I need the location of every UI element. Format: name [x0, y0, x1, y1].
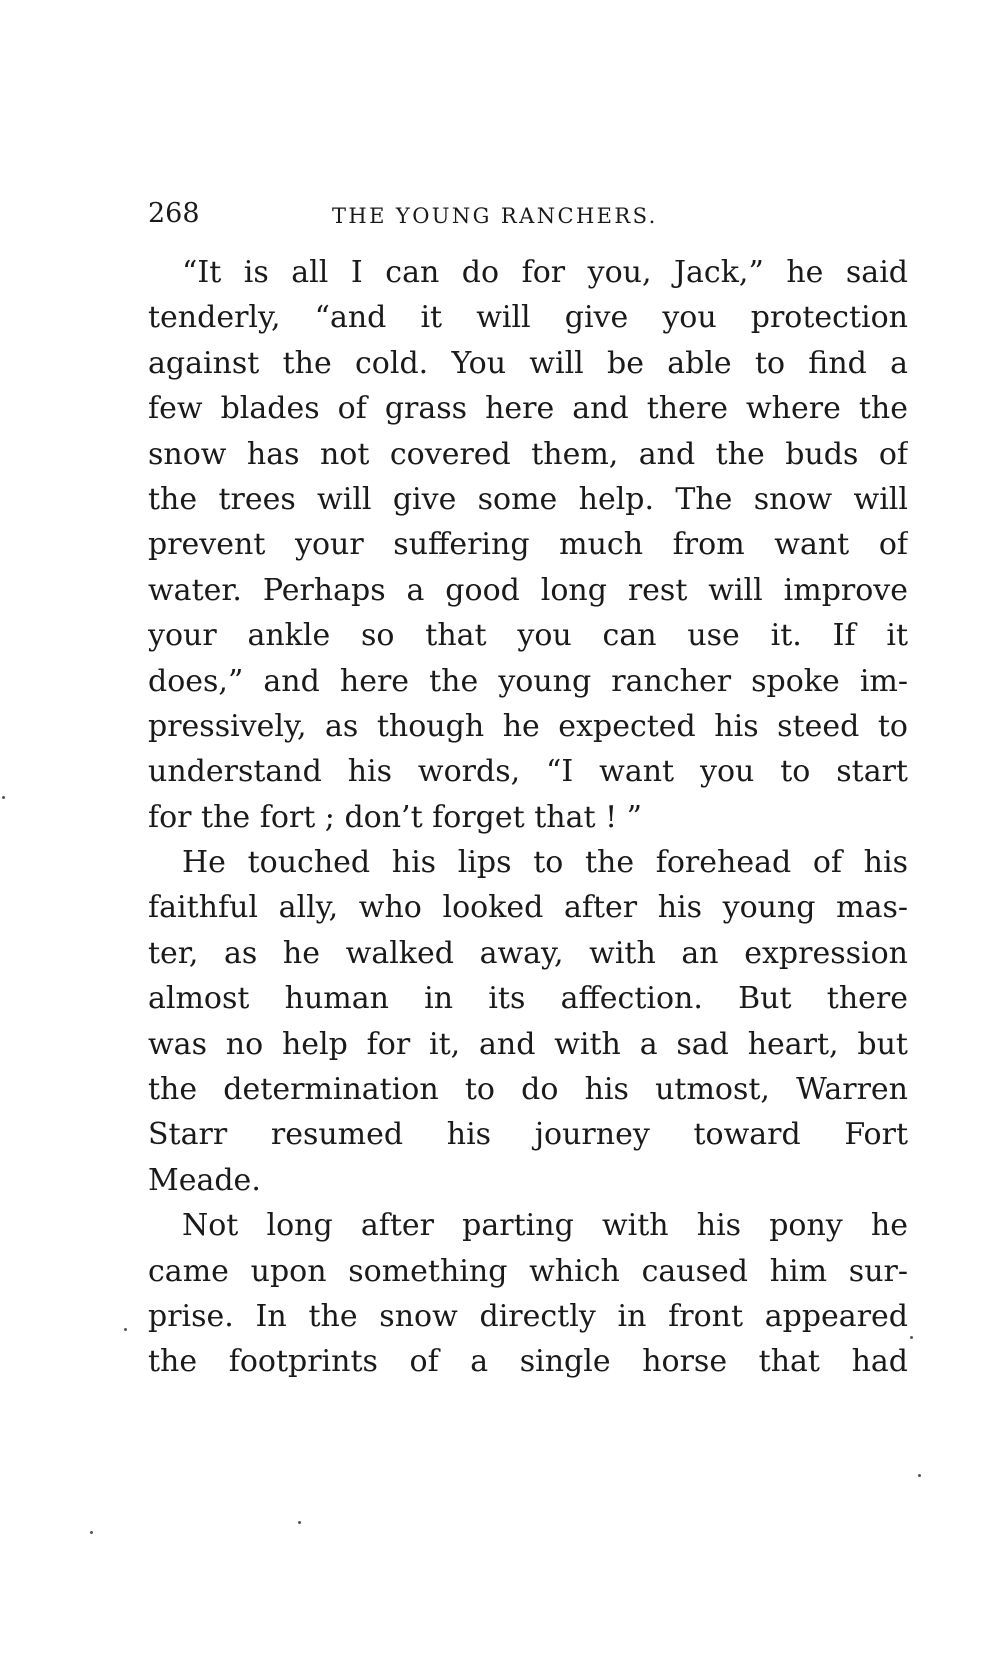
- text-line: pressively, as though he expected his steed to: [148, 708, 908, 744]
- text-line: “It is all I can do for you, Jack,” he said: [182, 255, 908, 290]
- paragraph-1: [148, 250, 908, 840]
- text-line: faithful ally, who looked after his young mas-: [148, 890, 908, 926]
- scan-speck: [124, 1328, 127, 1331]
- text-line: came upon something which caused him sur-: [148, 1253, 908, 1289]
- paragraph-2: [148, 840, 908, 1203]
- text-line: prevent your suffering much from want of: [148, 527, 908, 563]
- scan-speck: [90, 1531, 93, 1534]
- text-line: He touched his lips to the forehead of his: [182, 845, 908, 881]
- text-line: tenderly, “and it will give you protection: [148, 300, 908, 336]
- page-number: 268: [148, 198, 200, 229]
- text-line: Not long after parting with his pony he: [182, 1208, 908, 1244]
- paragraph-3: [148, 1203, 908, 1385]
- text-line: Meade.: [148, 1162, 261, 1198]
- body-text: [148, 250, 908, 1385]
- text-line: water. Perhaps a good long rest will improve: [148, 572, 908, 608]
- scan-speck: [918, 1474, 921, 1477]
- text-line: Starr resumed his journey toward Fort: [148, 1117, 908, 1153]
- text-line: the determination to do his utmost, Warren: [148, 1072, 908, 1108]
- scan-speck: [910, 1336, 913, 1339]
- text-line: against the cold. You will be able to find a: [148, 345, 908, 381]
- text-line: almost human in its affection. But there: [148, 981, 908, 1017]
- text-line: was no help for it, and with a sad heart, but: [148, 1026, 908, 1062]
- scan-speck: [298, 1521, 301, 1524]
- text-line: prise. In the snow directly in front appeared: [148, 1298, 908, 1334]
- text-line: ter, as he walked away, with an expression: [148, 935, 908, 971]
- page-header: [148, 196, 908, 232]
- text-line: does,” and here the young rancher spoke im-: [148, 663, 908, 699]
- text-line: the trees will give some help. The snow will: [148, 481, 908, 517]
- text-line: few blades of grass here and there where the: [148, 391, 908, 427]
- text-line: for the fort ; don’t forget that ! ”: [148, 799, 643, 835]
- text-line: snow has not covered them, and the buds of: [148, 436, 908, 472]
- running-title: THE YOUNG RANCHERS.: [332, 204, 658, 228]
- text-line: understand his words, “I want you to start: [148, 754, 908, 790]
- text-line: your ankle so that you can use it. If it: [148, 618, 908, 654]
- text-line: the footprints of a single horse that had: [148, 1344, 908, 1380]
- scan-speck: [2, 796, 5, 799]
